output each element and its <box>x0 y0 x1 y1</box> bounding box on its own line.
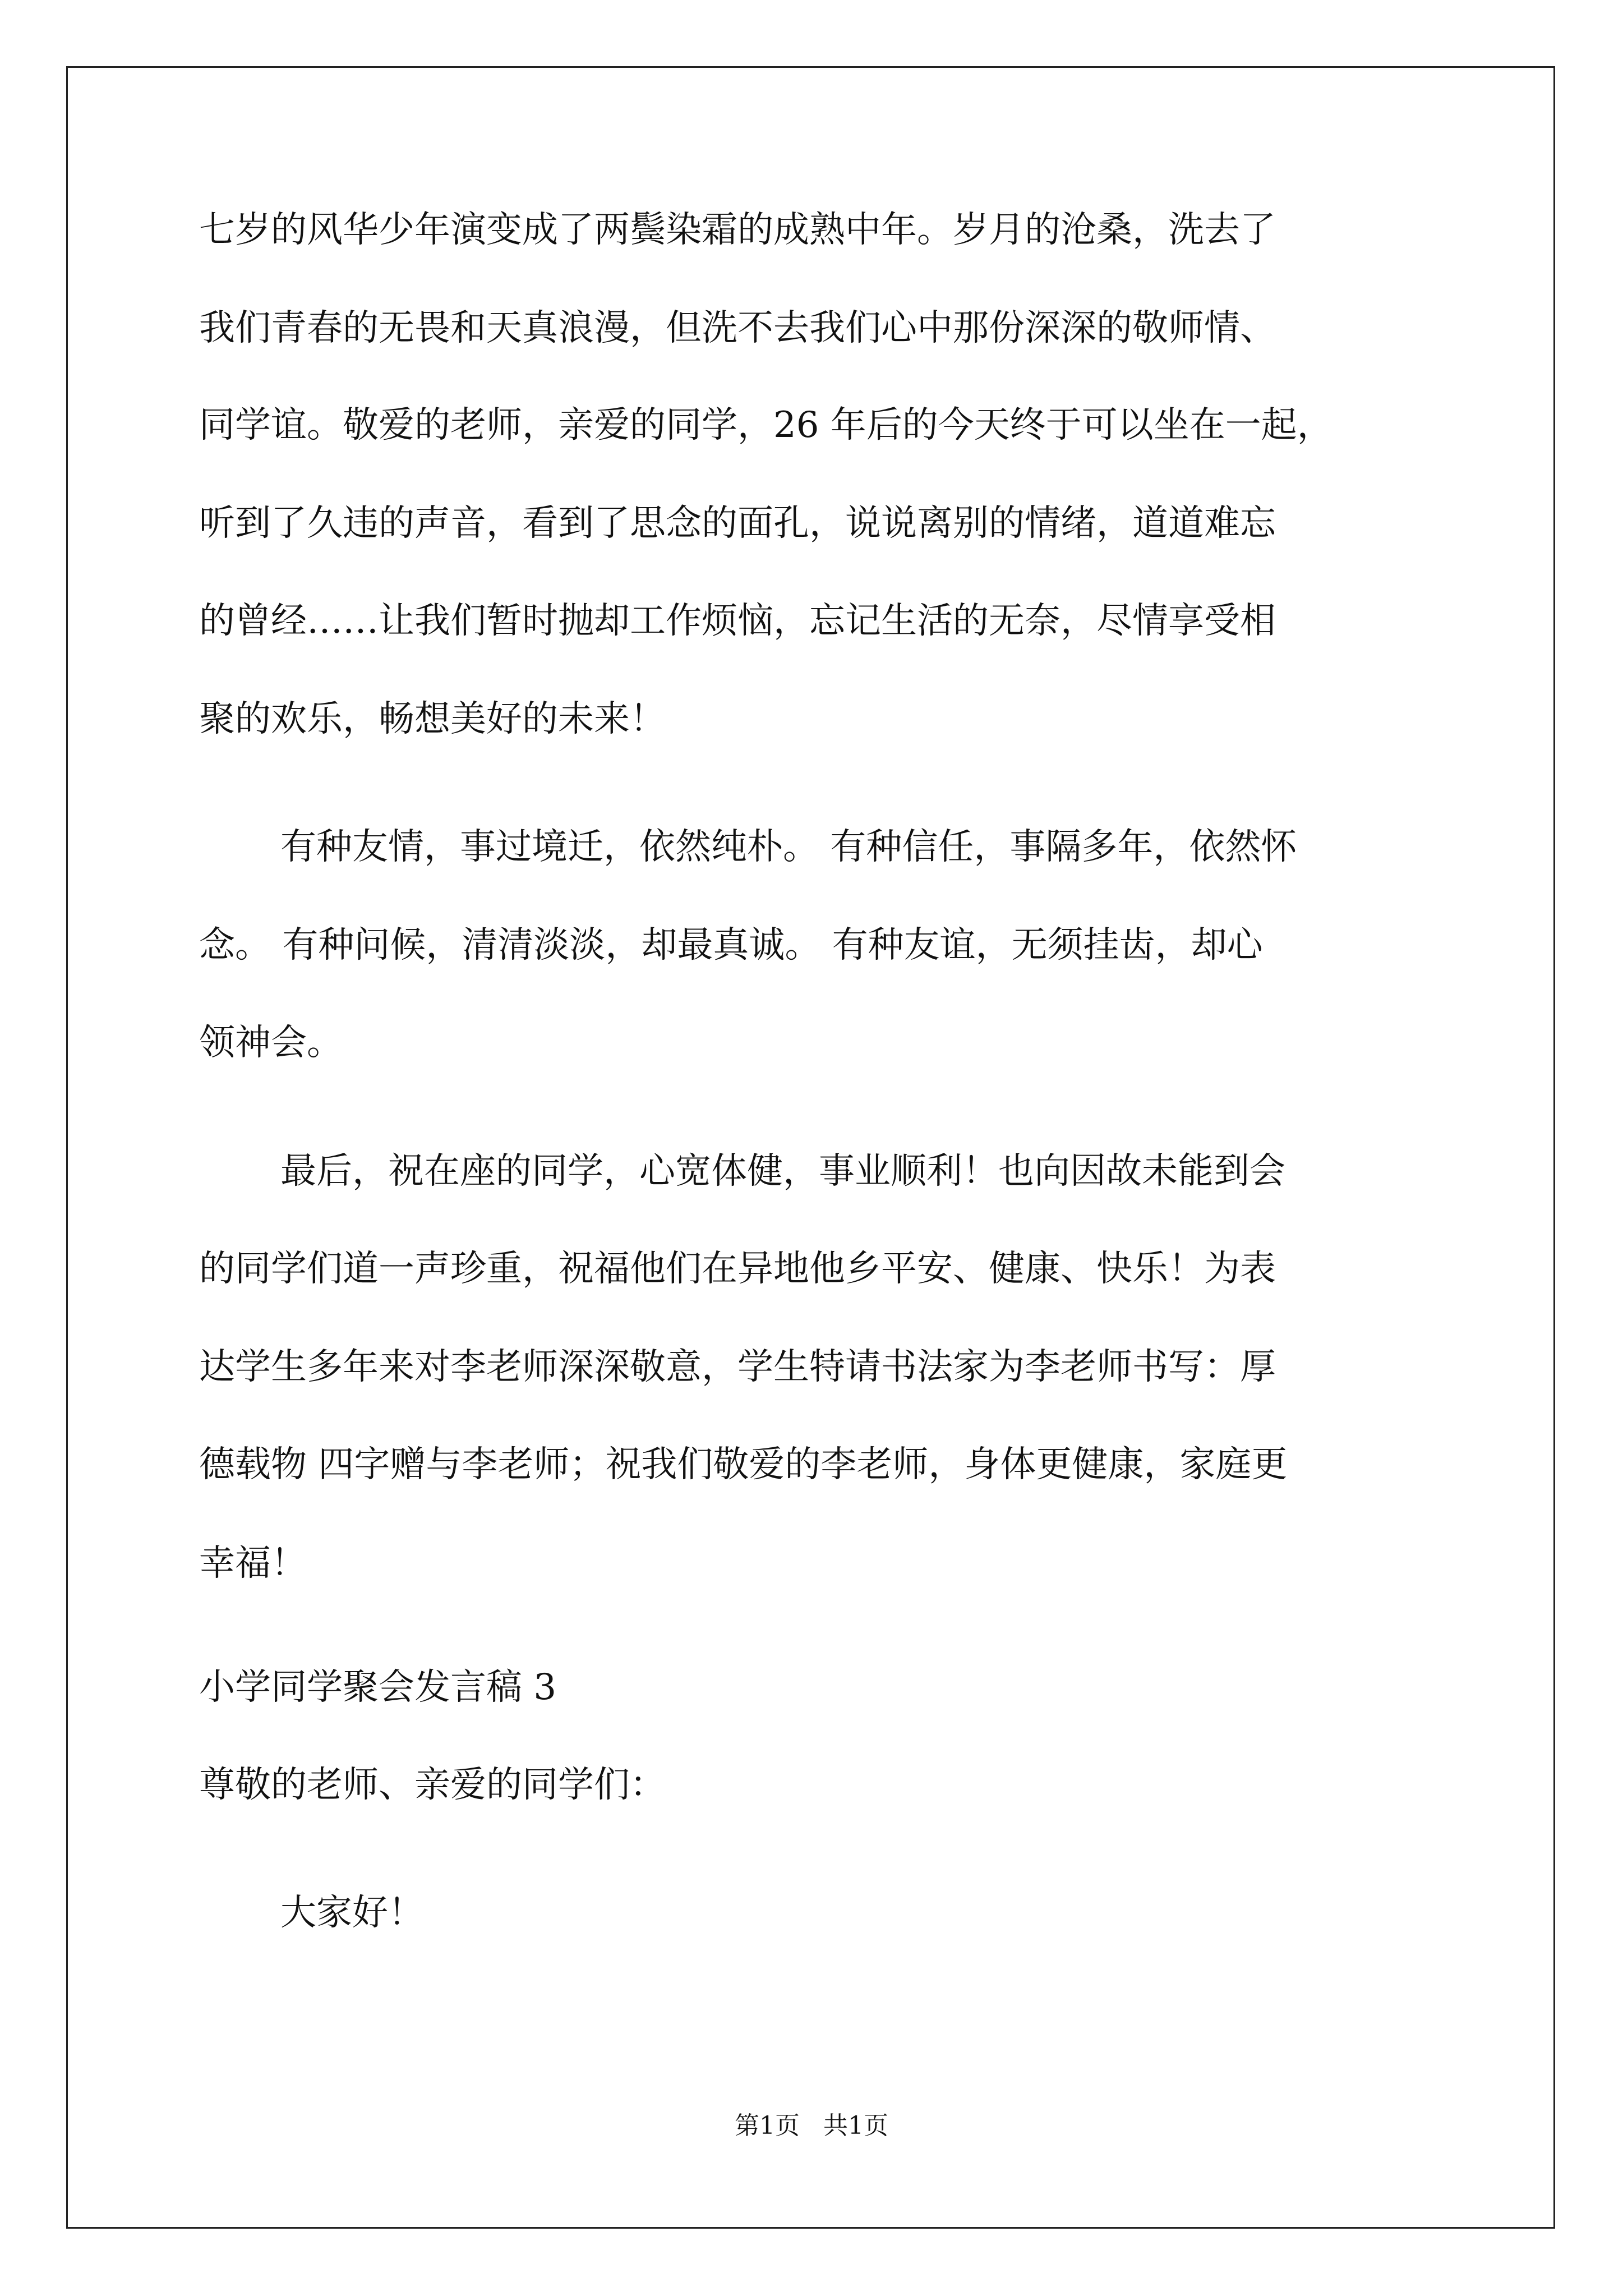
text-line: 听到了久违的声音，看到了思念的面孔，说说离别的情绪，道道难忘 <box>199 503 1276 544</box>
page-number-footer: 第1页 共1页 <box>735 2111 888 2140</box>
text-line: 的曾经……让我们暂时抛却工作烦恼，忘记生活的无奈，尽情享受相 <box>199 600 1276 642</box>
text-line: 达学生多年来对李老师深深敬意，学生特请书法家为李老师书写：厚 <box>199 1346 1276 1388</box>
salutation: 尊敬的老师、亲爱的同学们： <box>199 1764 666 1806</box>
greeting: 大家好！ <box>280 1892 424 1934</box>
text-line: 有种友情，事过境迁，依然纯朴。 有种信任，事隔多年，依然怀 <box>280 826 1297 868</box>
text-line: 领神会。 <box>199 1022 343 1064</box>
section-heading: 小学同学聚会发言稿 3 <box>199 1667 557 1708</box>
text-line: 我们青春的无畏和天真浪漫，但洗不去我们心中那份深深的敬师情、 <box>199 307 1276 349</box>
text-line: 幸福！ <box>199 1543 307 1584</box>
text-line: 最后，祝在座的同学，心宽体健，事业顺利！也向因故未能到会 <box>280 1151 1285 1192</box>
text-line: 的同学们道一声珍重，祝福他们在异地他乡平安、健康、快乐！为表 <box>199 1248 1276 1290</box>
text-line: 同学谊。敬爱的老师，亲爱的同学，26 年后的今天终于可以坐在一起， <box>199 404 1333 446</box>
text-line: 聚的欢乐，畅想美好的未来！ <box>199 698 666 740</box>
text-line: 念。 有种问候，清清淡淡，却最真诚。 有种友谊，无须挂齿，却心 <box>199 924 1263 966</box>
text-line: 德载物 四字赠与李老师；祝我们敬爱的李老师，身体更健康，家庭更 <box>199 1444 1288 1485</box>
text-line: 七岁的风华少年演变成了两鬓染霜的成熟中年。岁月的沧桑，洗去了 <box>199 209 1276 251</box>
